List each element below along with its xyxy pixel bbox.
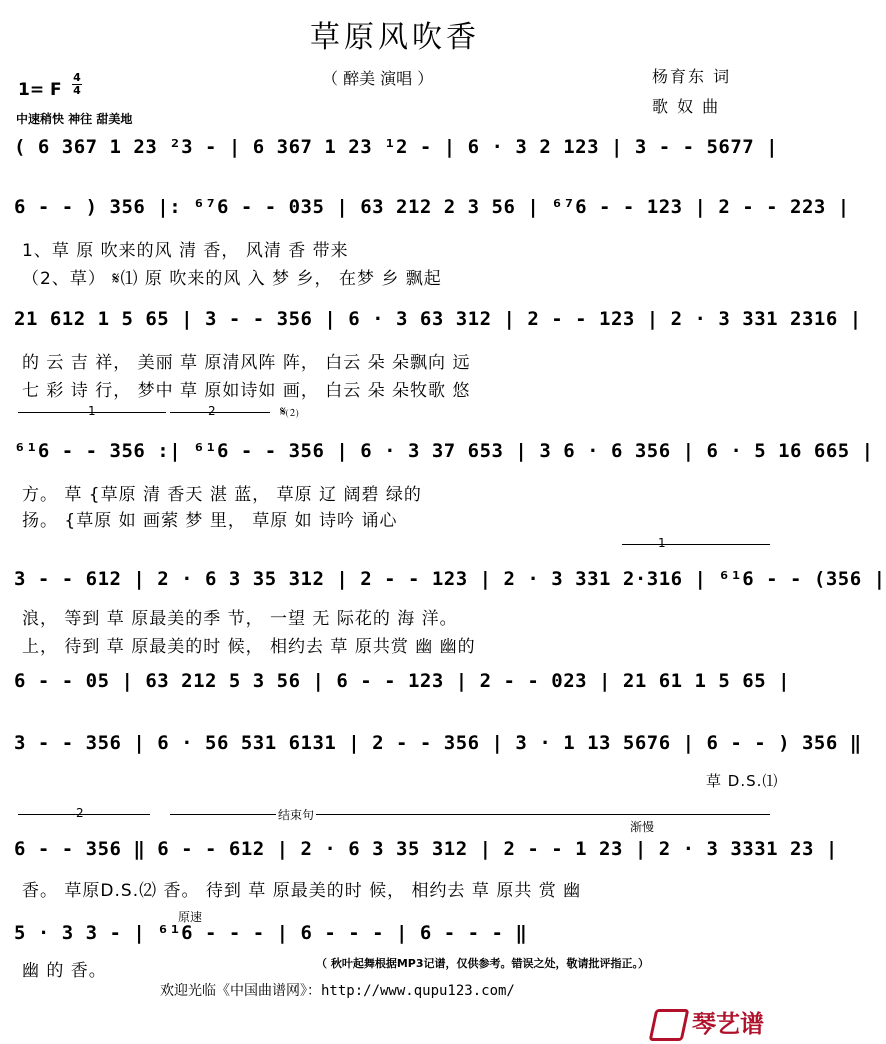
original-tempo-label: 原速	[178, 910, 203, 924]
score-row-5-notes: 3 - - 612 | 2 · 6 3 35 312 | 2 - - 123 | 2 · 3 331 2·316 | ⁶¹6 - - (356 |	[14, 568, 886, 590]
time-signature	[72, 72, 82, 97]
slowing-label: 渐慢	[630, 820, 655, 834]
score-row-1-notes: ( 6 367 1 23 ²3 - | 6 367 1 23 ¹2 - | 6 · 3 2 123 | 3 - - 5677 |	[14, 136, 779, 158]
score-row-7-lyric: 草 D.S.⑴	[706, 772, 779, 790]
volta-2b-bracket	[18, 814, 150, 815]
volta-1b-bracket	[622, 544, 770, 545]
meter-top: 4	[73, 71, 81, 84]
lyricist-credit: 杨育东 词	[652, 67, 732, 86]
ending-label: 结束句	[278, 808, 315, 822]
score-row-4-lyric-2: 扬。 {草原 如 画萦 梦 里， 草原 如 诗吟 诵心	[22, 511, 398, 531]
welcome-link[interactable]: 欢迎光临《中国曲谱网》：http://www.qupu123.com/	[160, 983, 515, 999]
score-row-4-lyric-1: 方。 草 {草原 清 香天 湛 蓝， 草原 辽 阔碧 绿的	[22, 485, 422, 505]
meter-bottom: 4	[73, 84, 81, 97]
score-row-3-lyric-1: 的 云 吉 祥， 美丽 草 原清风阵 阵， 白云 朵 朵飘向 远	[22, 353, 471, 373]
score-row-9-lyric: 幽 的 香。	[22, 961, 107, 981]
score-row-9-notes: 5 · 3 3 - | ⁶¹6 - - - | 6 - - - | 6 - - - ‖	[14, 922, 528, 944]
volta-1-label: 1	[88, 404, 96, 418]
score-row-8-lyric: 香。 草原D.S.⑵ 香。 待到 草 原最美的时 候， 相约去 草 原共 赏 幽	[22, 881, 582, 901]
composer-credit: 歌 奴 曲	[652, 97, 721, 116]
score-row-2-lyric-1: 1、草 原 吹来的风 清 香， 风清 香 带来	[22, 241, 349, 261]
segno-2-marker: 𝄋⑵	[280, 404, 299, 420]
score-row-5-lyric-2: 上， 待到 草 原最美的时 候， 相约去 草 原共赏 幽 幽的	[22, 637, 476, 657]
volta-2-bracket	[170, 412, 270, 413]
volta-1b-label: 1	[658, 536, 666, 550]
score-row-3-lyric-2: 七 彩 诗 行， 梦中 草 原如诗如 画， 白云 朵 朵牧歌 悠	[22, 381, 471, 401]
ending-bracket	[170, 814, 770, 815]
score-row-6-notes: 6 - - 05 | 63 212 5 3 56 | 6 - - 123 | 2 - - 023 | 21 61 1 5 65 |	[14, 670, 791, 692]
score-row-4-notes: ⁶¹6 - - 356 :| ⁶¹6 - - 356 | 6 · 3 37 653 | 3 6 · 6 356 | 6 · 5 16 665 |	[14, 440, 874, 462]
score-row-7-notes: 3 - - 356 | 6 · 56 531 6131 | 2 - - 356 | 3 · 1 13 5676 | 6 - - ) 356 ‖	[14, 732, 862, 754]
site-logo	[652, 1004, 764, 1041]
transcription-note: （ 秋叶起舞根据MP3记谱，仅供参考。错误之处，敬请批评指正。）	[316, 957, 649, 970]
volta-2b-label: 2	[76, 806, 84, 820]
score-row-2-lyric-2: （2、草） 𝄋⑴ 原 吹来的风 入 梦 乡， 在梦 乡 飘起	[22, 269, 442, 289]
volta-2-label: 2	[208, 404, 216, 418]
singer-credit: （ 醉美 演唱 ）	[322, 69, 434, 88]
logo-icon	[649, 1009, 690, 1041]
key-signature: 1= F	[18, 80, 62, 100]
score-row-8-notes: 6 - - 356 ‖ 6 - - 612 | 2 · 6 3 35 312 | 2 - - 1 23 | 2 · 3 3331 23 |	[14, 838, 838, 860]
score-row-2-notes: 6 - - ) 356 |: ⁶⁷6 - - 035 | 63 212 2 3 56 | ⁶⁷6 - - 123 | 2 - - 223 |	[14, 196, 850, 218]
tempo-marking: 中速稍快 神往 甜美地	[16, 112, 133, 126]
logo-text: 琴艺谱	[692, 1010, 764, 1038]
score-row-3-notes: 21 612 1 5 65 | 3 - - 356 | 6 · 3 63 312 | 2 - - 123 | 2 · 3 331 2316 |	[14, 308, 862, 330]
score-row-5-lyric-1: 浪， 等到 草 原最美的季 节， 一望 无 际花的 海 洋。	[22, 609, 458, 629]
page-title: 草原风吹香	[310, 20, 480, 55]
